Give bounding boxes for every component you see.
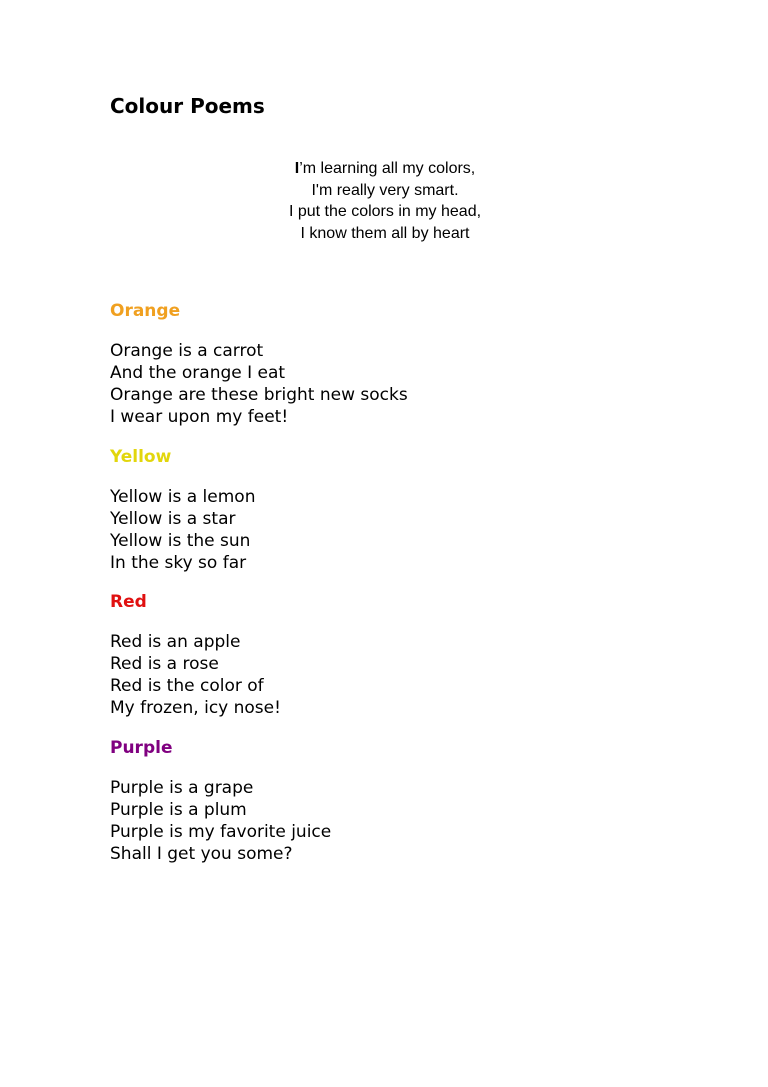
verse-line: Purple is a grape [110,778,254,798]
section-orange [110,300,710,428]
verse-line: Yellow is a lemon [110,487,256,507]
intro-line-2: I'm really very smart. [311,181,459,199]
intro-line-1-text: ’m learning all my colors, [299,160,476,177]
verse-line: Purple is a plum [110,800,247,820]
verse-red [110,631,710,719]
verse-line: Purple is my favorite juice [110,822,332,842]
verse-line: In the sky so far [110,553,247,573]
section-purple [110,737,710,865]
verse-line: Red is an apple [110,632,241,652]
verse-line: Yellow is a star [110,509,236,529]
verse-line: Orange is a carrot [110,341,264,361]
page-title: Colour Poems [110,94,265,118]
section-yellow [110,446,710,574]
section-heading-red: Red [110,592,147,612]
verse-yellow [110,486,710,574]
intro-line-1 [260,158,510,180]
section-heading-orange: Orange [110,301,181,321]
verse-line: Yellow is the sun [110,531,251,551]
intro-line-4: I know them all by heart [300,224,470,242]
intro-verse [260,158,510,244]
verse-line: Red is the color of [110,676,264,696]
verse-line: I wear upon my feet! [110,407,289,427]
section-red [110,591,710,719]
intro-first-letter: I [294,160,300,177]
verse-purple [110,777,710,865]
verse-line: My frozen, icy nose! [110,698,281,718]
section-heading-yellow: Yellow [110,447,172,467]
intro-line-3: I put the colors in my head, [288,203,482,220]
verse-line: Shall I get you some? [110,844,293,864]
verse-line: And the orange I eat [110,363,286,383]
verse-orange [110,340,710,428]
verse-line: Red is a rose [110,654,219,674]
section-heading-purple: Purple [110,738,173,758]
verse-line: Orange are these bright new socks [110,385,408,405]
